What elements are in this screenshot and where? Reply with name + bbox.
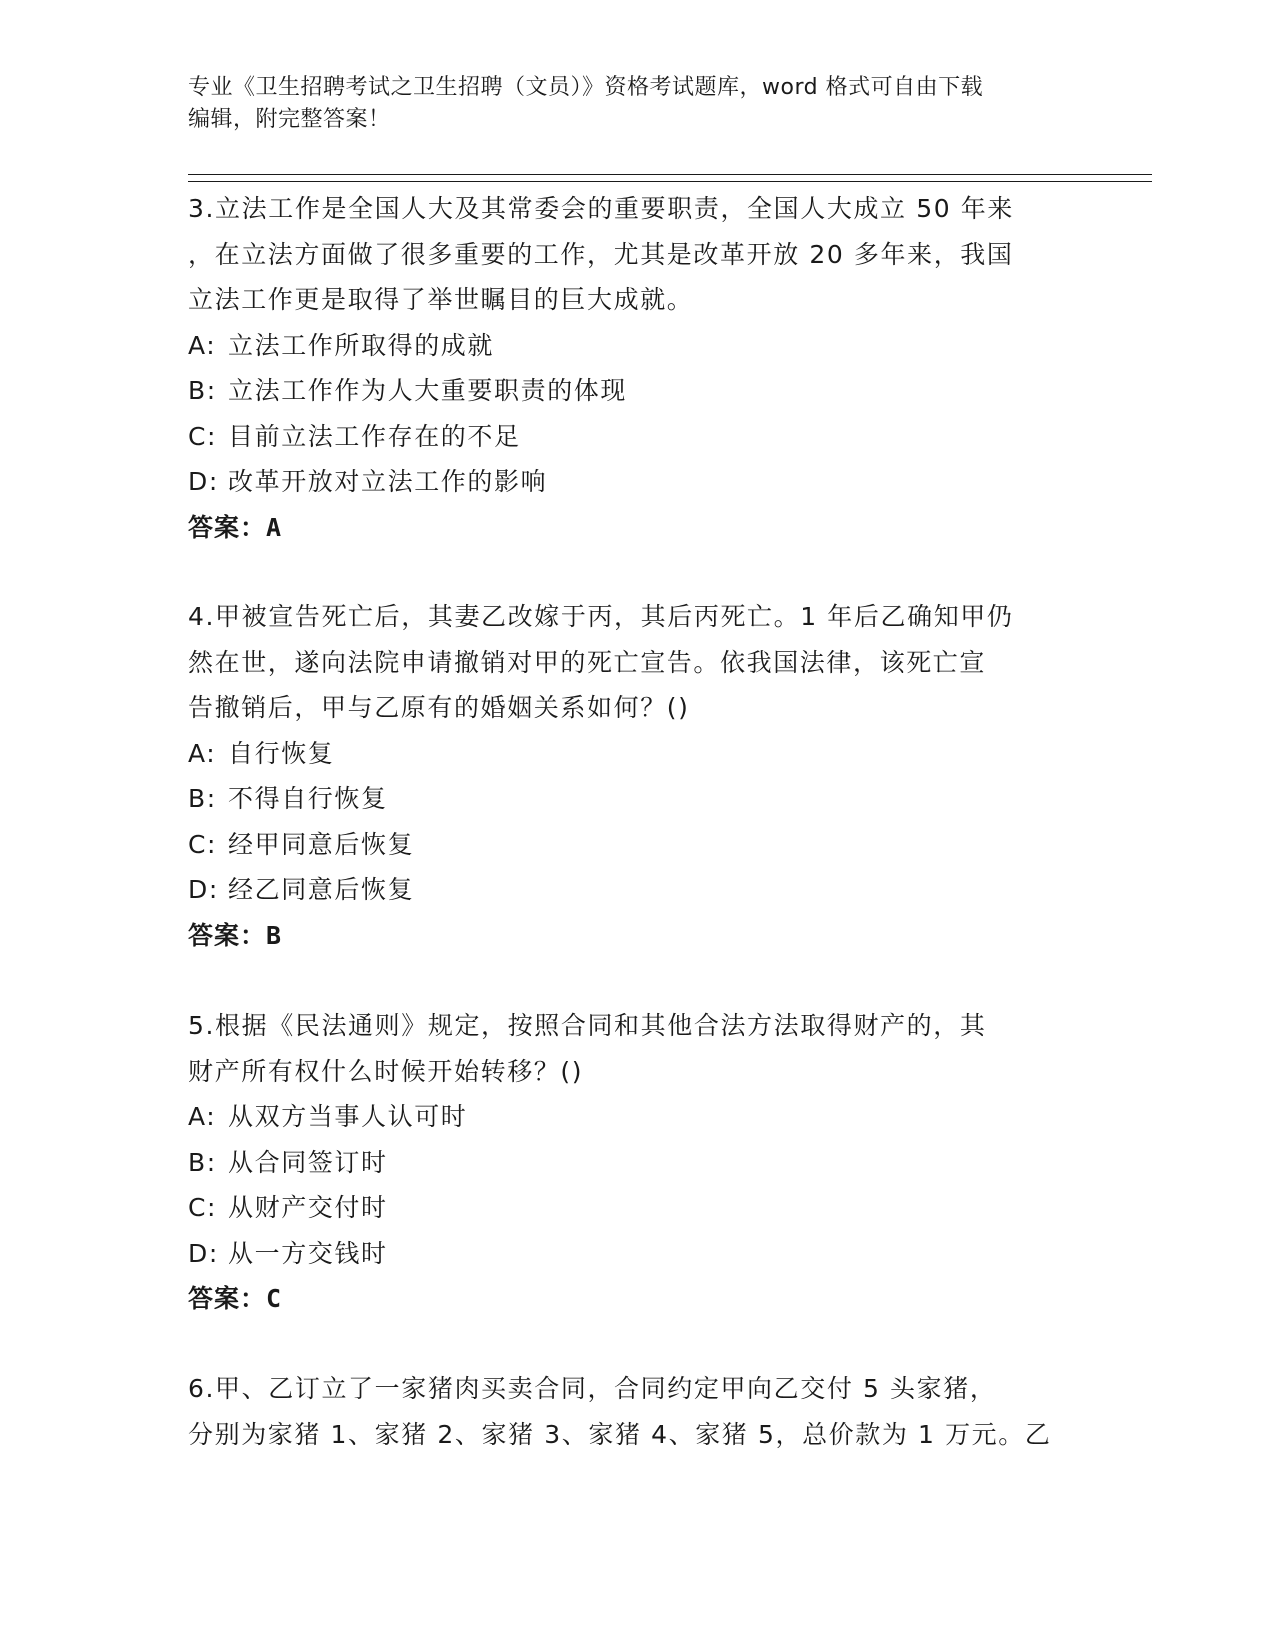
- option-b: [188, 776, 1088, 822]
- option-d: [188, 459, 1088, 505]
- question-stem-line: 财产所有权什么时候开始转移？(): [188, 1056, 584, 1086]
- option-letter: C:: [188, 1193, 218, 1222]
- option-text: 目前立法工作存在的不足: [228, 421, 521, 451]
- option-a: [188, 323, 1088, 369]
- option-text: 从合同签订时: [228, 1147, 388, 1177]
- question-stem-line: 告撤销后，甲与乙原有的婚姻关系如何？(): [188, 693, 690, 722]
- option-letter: B:: [188, 784, 217, 813]
- option-letter: C:: [188, 829, 218, 859]
- question-5: [188, 1003, 1088, 1322]
- option-letter: A:: [188, 738, 217, 768]
- option-d: [188, 867, 1088, 913]
- option-c: [188, 1185, 1088, 1231]
- option-letter: D:: [188, 1238, 219, 1268]
- answer-value: B: [266, 920, 283, 950]
- option-a: [188, 1094, 1088, 1140]
- question-stem-line: 6.甲、乙订立了一家猪肉买卖合同，合同约定甲向乙交付 5 头家猪，: [188, 1374, 997, 1403]
- option-b: [188, 1140, 1088, 1186]
- option-letter: D:: [188, 875, 219, 904]
- document-header: [188, 72, 1088, 136]
- question-stem-line: 立法工作更是取得了举世瞩目的巨大成就。: [188, 285, 694, 314]
- option-text: 经乙同意后恢复: [228, 875, 415, 904]
- question-stem-line: ，在立法方面做了很多重要的工作，尤其是改革开放 20 多年来，我国: [188, 239, 1014, 269]
- answer-line: [188, 505, 1088, 551]
- answer-line: [188, 1276, 1088, 1322]
- answer-value: A: [266, 512, 283, 542]
- option-text: 立法工作所取得的成就: [228, 330, 495, 360]
- answer-value: C: [266, 1284, 283, 1313]
- option-d: [188, 1231, 1088, 1277]
- header-divider-bottom: [188, 181, 1152, 182]
- header-line-1: 专业《卫生招聘考试之卫生招聘（文员）》资格考试题库，word 格式可自由下载: [188, 75, 984, 100]
- header-line-2: 编辑，附完整答案！: [188, 107, 391, 132]
- question-stem-line: 然在世，遂向法院申请撤销对甲的死亡宣告。依我国法律，该死亡宣: [188, 647, 987, 677]
- option-c: [188, 414, 1088, 460]
- option-letter: D:: [188, 467, 219, 496]
- option-text: 不得自行恢复: [228, 784, 388, 813]
- option-letter: A:: [188, 330, 217, 360]
- question-stem-line: 分别为家猪 1、家猪 2、家猪 3、家猪 4、家猪 5，总价款为 1 万元。乙: [188, 1419, 1052, 1449]
- option-text: 从财产交付时: [228, 1193, 388, 1222]
- question-4: [188, 594, 1088, 958]
- option-text: 自行恢复: [228, 738, 335, 768]
- option-text: 从双方当事人认可时: [228, 1102, 468, 1131]
- option-text: 立法工作作为人大重要职责的体现: [228, 376, 628, 405]
- question-stem-line: 4.甲被宣告死亡后，其妻乙改嫁于丙，其后丙死亡。1 年后乙确知甲仍: [188, 602, 1014, 631]
- answer-label: 答案：: [188, 512, 267, 542]
- question-stem-line: 3.立法工作是全国人大及其常委会的重要职责，全国人大成立 50 年来: [188, 194, 1014, 223]
- question-6: [188, 1366, 1088, 1457]
- header-divider-top: [188, 174, 1152, 175]
- option-b: [188, 368, 1088, 414]
- option-text: 从一方交钱时: [228, 1238, 388, 1268]
- option-letter: B:: [188, 1147, 217, 1177]
- option-letter: B:: [188, 376, 217, 405]
- option-letter: C:: [188, 421, 218, 451]
- answer-label: 答案：: [188, 920, 267, 950]
- option-letter: A:: [188, 1102, 217, 1131]
- option-a: [188, 731, 1088, 777]
- option-c: [188, 822, 1088, 868]
- answer-line: [188, 913, 1088, 959]
- question-stem-line: 5.根据《民法通则》规定，按照合同和其他合法方法取得财产的，其: [188, 1011, 987, 1040]
- question-3: [188, 186, 1088, 550]
- option-text: 改革开放对立法工作的影响: [228, 467, 548, 496]
- option-text: 经甲同意后恢复: [228, 829, 415, 859]
- answer-label: 答案：: [188, 1284, 267, 1313]
